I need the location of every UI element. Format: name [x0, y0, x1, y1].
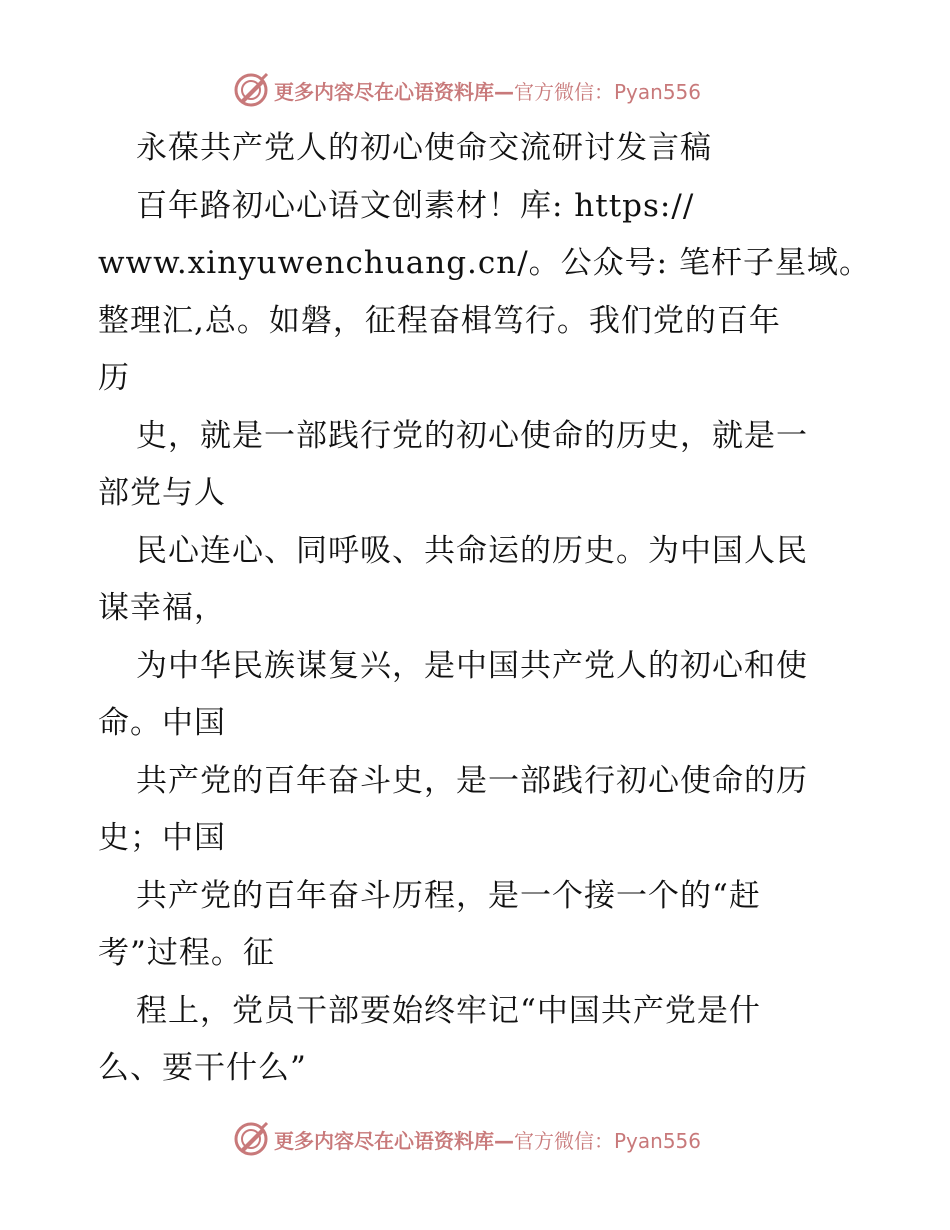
banner-title: 更多内容尽在心语资料库: [274, 1128, 494, 1153]
banner-title: 更多内容尽在心语资料库: [274, 79, 494, 104]
text-line: 共产党的百年奋斗史，是一部践行初心使命的历: [136, 762, 808, 799]
text-line: 共产党的百年奋斗历程，是一个接一个的“赶: [136, 877, 761, 914]
text-line: 为中华民族谋复兴，是中国共产党人的初心和使: [136, 647, 808, 684]
banner-wechat: 官方微信：Pyan556: [514, 79, 702, 104]
banner-dash: —: [494, 1128, 514, 1153]
text-line: 整理汇,总。如磐，征程奋楫笃行。我们党的百年: [98, 302, 781, 339]
text-line: www.xinyuwenchuang.cn/。公众号: 笔杆子星域。: [98, 245, 871, 281]
text-line: 民心连心、同呼吸、共命运的历史。为中国人民: [136, 532, 808, 569]
footer-banner: [232, 1119, 701, 1159]
banner-text: [274, 1125, 701, 1154]
text-line: 永葆共产党人的初心使命交流研讨发言稿: [136, 130, 712, 166]
text-line: 命。中国: [98, 705, 226, 741]
banner-wechat: 官方微信：Pyan556: [514, 1128, 702, 1153]
text-line: 程上，党员干部要始终牢记“中国共产党是什: [136, 992, 761, 1029]
text-line: 历: [98, 360, 130, 396]
text-line: 考”过程。征: [98, 935, 275, 971]
pen-logo-icon: [232, 1120, 270, 1158]
text-line: 部党与人: [98, 475, 226, 511]
document-body: [98, 120, 871, 1098]
text-line: 百年路初心心语文创素材！库: https://: [136, 187, 695, 224]
banner-text: [274, 76, 701, 105]
pen-logo-icon: [232, 71, 270, 109]
text-line: 谋幸福，: [98, 590, 226, 626]
text-line: 么、要干什么”: [98, 1050, 307, 1086]
header-banner: [232, 70, 701, 110]
text-line: 史；中国: [98, 820, 226, 856]
banner-dash: —: [494, 79, 514, 104]
text-line: 史，就是一部践行党的初心使命的历史，就是一: [136, 417, 808, 454]
